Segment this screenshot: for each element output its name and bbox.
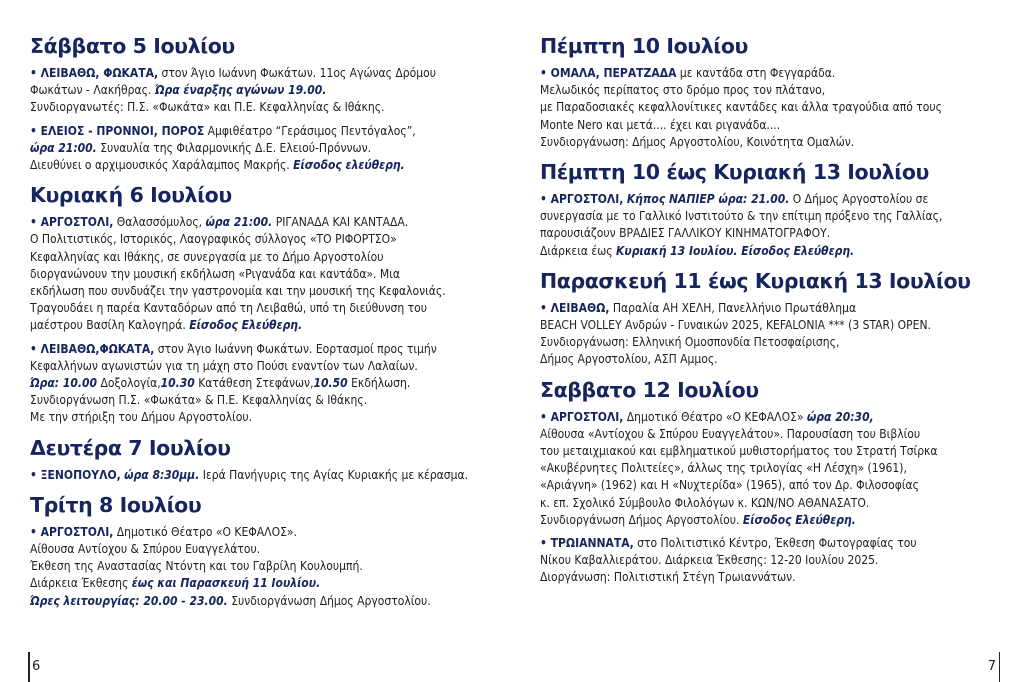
event-entry (540, 300, 1006, 369)
event-text: Κατάθεση Στεφάνων, (194, 376, 314, 391)
event-text: Συναυλία της Φιλαρμονικής Δ.Ε. Ελειού-Πρόννων. Διευθύνει ο αρχιμουσικός Χαράλαμπος Μακρής. (30, 140, 372, 173)
event-text: Ο Δήμος Αργοστολίου σε συνεργασία με το Γαλλικό Ινστιτούτο & την επίτιμη πρόξενο της Γαλλίας, παρουσιάζουν ΒΡΑΔΙΕΣ ΓΑΛΛΙΚΟΥ ΚΙΝΗΜΑΤΟΓΡΑΦΟΥ. Διάρκεια έως (540, 192, 943, 258)
day-section (540, 33, 1006, 151)
event-text: Δημοτικό Θέατρο «Ο ΚΕΦΑΛΟΣ». Αίθουσα Αντίοχου & Σπύρου Ευαγγελάτου. Έκθεση της Αναστασίας Ντόντη και του Γαβρίλη Κουλουμπή. Διάρκεια Έκθεσης (30, 524, 363, 591)
day-title: Πέμπτη 10 Ιουλίου (540, 34, 748, 58)
event-highlight: Ώρα έναρξης αγώνων 19.00. (154, 83, 327, 98)
day-title: Κυριακή 6 Ιουλίου (30, 183, 232, 208)
event-place: • ΛΕΙΒΑΘΩ, (540, 300, 610, 315)
day-section (30, 182, 492, 426)
event-highlight: έως και Παρασκευή 11 Ιουλίου. (131, 576, 321, 591)
day-title: Σάββατο 5 Ιουλίου (30, 34, 235, 58)
page-number: 6 (32, 659, 41, 674)
event-text: Συνδιοργανωτές: Π.Σ. «Φωκάτα» και Π.Ε. Κεφαλληνίας & Ιθάκης. (30, 100, 385, 115)
event-text: Εκδήλωση. Συνδιοργάνωση Π.Σ. «Φωκάτα» & Π.Ε. Κεφαλληνίας & Ιθάκης. Με την στήριξη του Δήμου Αργοστολίου. (30, 376, 411, 425)
event-entry (540, 535, 1006, 587)
day-section (30, 33, 492, 174)
event-text: Ιερά Πανήγυρις της Αγίας Κυριακής με κέρασμα. (199, 467, 469, 482)
event-text: Θαλασσόμυλος, (113, 215, 206, 230)
event-place: • ΕΛΕΙΟΣ - ΠΡΟΝΝΟΙ, ΠΟΡΟΣ (30, 123, 205, 138)
event-text: Αίθουσα «Αντίοχου & Σπύρου Ευαγγελάτου». Παρουσίαση του Βιβλίου του μεταιχμιακού και εμβληματικού μυθιστορήματος του Στρατή Τσίρκα «Ακυβέρνητες Πολιτείες», άλλως της τριλογίας «Η Λέσχη» (1961), «Αριάγνη» (1962) και Η «Νυχτερίδα» (1965), από τον Δρ. Φιλοσοφίας κ. επ. Σχολικό Σύμβουλο Φιλολόγων κ. ΚΩΝ/ΝΟ ΑΘΑΝΑΣΑΤΟ. Συνδιοργάνωση Δήμος Αργοστολίου. (540, 426, 938, 527)
event-entry (30, 214, 492, 334)
event-highlight: Ώρα: 10.00 (30, 376, 98, 391)
event-text: Αμφιθέατρο “Γεράσιμος Πεντόγαλος”, (207, 123, 416, 138)
event-place: • ΛΕΙΒΑΘΩ,ΦΩΚΑΤΑ, (30, 341, 155, 356)
event-highlight: 10.50 (313, 376, 348, 391)
day-section (540, 377, 1006, 587)
event-highlight: Είσοδος Ελεύθερη. (742, 512, 856, 527)
right-page (512, 0, 1024, 682)
event-entry (540, 65, 1006, 151)
event-highlight: ώρα 21:00. (205, 215, 273, 230)
event-entry (30, 341, 492, 427)
event-place: • ΑΡΓΟΣΤΟΛΙ, (30, 215, 114, 230)
event-highlight: Ώρες λειτουργίας: 20.00 - 23.00. (30, 593, 228, 608)
event-place: • ΛΕΙΒΑΘΩ, ΦΩΚΑΤΑ, (30, 66, 159, 80)
page-edge-line (999, 652, 1001, 682)
event-highlight: Είσοδος Ελεύθερη. (189, 318, 303, 333)
event-place: • ΑΡΓΟΣΤΟΛΙ, (30, 524, 114, 539)
event-place: • ΑΡΓΟΣΤΟΛΙ, (540, 409, 624, 424)
day-title: Πέμπτη 10 έως Κυριακή 13 Ιουλίου (540, 160, 929, 185)
event-place: • ΑΡΓΟΣΤΟΛΙ, (540, 192, 624, 207)
event-place: • ΟΜΑΛΑ, ΠΕΡΑΤΖΑΔΑ (540, 66, 677, 80)
event-text: Δημοτικό Θέατρο «Ο ΚΕΦΑΛΟΣ» (623, 409, 807, 424)
event-entry (540, 191, 1006, 260)
event-entry (30, 123, 492, 175)
event-text: στον Άγιο Ιωάννη Φωκάτων. 11ος Αγώνας Δρόμου Φωκάτων - Λακήθρας. (30, 66, 436, 98)
day-section (30, 435, 492, 484)
page-number: 7 (987, 659, 996, 674)
event-highlight: ώρα 20:30, (806, 409, 874, 424)
day-title: Τρίτη 8 Ιουλίου (30, 492, 202, 517)
event-highlight: 10.30 (160, 376, 195, 391)
event-text: Συνδιοργάνωση Δήμος Αργοστολίου. (227, 593, 431, 608)
day-section (540, 268, 1006, 369)
day-title: Παρασκευή 11 έως Κυριακή 13 Ιουλίου (540, 268, 971, 293)
event-highlight: Είσοδος ελεύθερη. (293, 158, 405, 173)
day-section (30, 492, 492, 610)
event-text: Δοξολογία, (97, 376, 161, 391)
event-text: στο Πολιτιστικό Κέντρο, Έκθεση Φωτογραφίας του Νίκου Καβαλλιεράτου. Διάρκεια Έκθεσης: 12-20 Ιουλίου 2025. Διοργάνωση: Πολιτιστική Στέγη Τρωιαννάτων. (540, 536, 917, 585)
event-place: • ΞΕΝΟΠΟΥΛΟ, (30, 467, 121, 482)
event-entry (30, 65, 492, 117)
event-highlight: ώρα 21:00. (30, 140, 97, 155)
day-section (540, 159, 1006, 260)
page-edge-line (28, 652, 30, 682)
event-highlight: Κυριακή 13 Ιουλίου. Είσοδος Ελεύθερη. (616, 243, 855, 258)
event-entry (30, 524, 492, 610)
event-text: με καντάδα στη Φεγγαράδα. Μελωδικός περίπατος στο δρόμο προς τον πλάτανο, με Παραδοσιακές κεφαλλονίτικες καντάδες και άλλα τραγούδια από τους Monte Nero και μετά.... έχει και ριγανάδα.... Συνδιοργάνωση: Δήμος Αργοστολίου, Κοινότητα Ομαλών. (540, 66, 942, 149)
day-title: Δευτέρα 7 Ιουλίου (30, 435, 231, 460)
event-highlight: ώρα 8:30μμ. (124, 467, 200, 482)
event-text: ΡΙΓΑΝΑΔΑ ΚΑΙ ΚΑΝΤΑΔΑ. Ο Πολιτιστικός, Ιστορικός, Λαογραφικός σύλλογος «ΤΟ ΡΙΦΟΡΤΣΟ» Κεφαλληνίας και Ιθάκης, σε συνεργασία με το Δήμο Αργοστολίου διοργανώνουν την μουσική εκδήλωση «Ριγανάδα και καντάδα». Μια εκδήλωση που συνδυάζει την γαστρονομία και την μουσική της Κεφαλονιάς. Τραγουδάει η παρέα Κανταδόρων από τη Λειβαθώ, υπό τη διεύθυνση του μαέστρου Βασίλη Καλογηρά. (30, 215, 446, 333)
day-title: Σαββατο 12 Ιουλίου (540, 377, 759, 402)
event-entry (30, 467, 492, 484)
event-entry (540, 409, 1006, 529)
event-highlight: Κήπος ΝΑΠΙΕΡ ώρα: 21.00. (626, 192, 790, 207)
event-text: Παραλία ΑΗ ΧΕΛΗ, Πανελλήνιο Πρωτάθλημα BEACH VOLLEY Ανδρών - Γυναικών 2025, KEFALONIA *** (3 STAR) OPEN. Συνδιοργάνωση: Ελληνική Ομοσπονδία Πετοσφαίρισης, Δήμος Αργοστολίου, ΑΣΠ Αμμος. (540, 300, 931, 367)
event-place: • ΤΡΩΙΑΝΝΑΤΑ, (540, 536, 634, 551)
event-text: στον Άγιο Ιωάννη Φωκάτων. Εορτασμοί προς τιμήν Κεφαλλήνων αγωνιστών για τη μάχη στο Πούσι εναντίον των Λαλαίων. (30, 341, 437, 373)
